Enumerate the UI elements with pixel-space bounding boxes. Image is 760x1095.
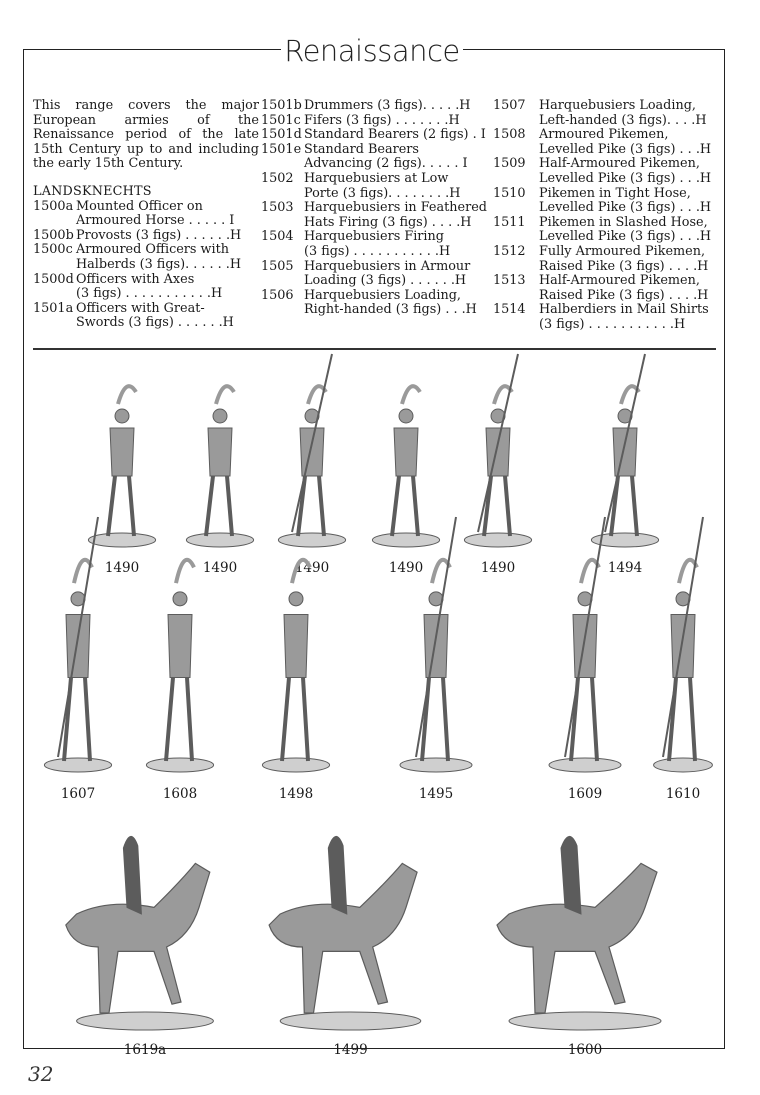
item-description xyxy=(76,243,259,272)
item-code: 1507 xyxy=(493,98,526,113)
section-divider xyxy=(33,348,716,350)
page-title: Renaissance xyxy=(284,34,460,68)
description-line: Right-handed (3 figs) . . .H xyxy=(304,302,477,318)
page-number: 32 xyxy=(28,1062,54,1086)
item-code: 1501d xyxy=(261,127,302,143)
description-line: Provosts (3 figs) . . . . . .H xyxy=(76,227,242,243)
item-code: 1503 xyxy=(261,200,294,216)
catalog-entry xyxy=(261,230,489,259)
description-line: Hats Firing (3 figs) . . . .H xyxy=(304,214,472,230)
section-heading: LANDSKNECHTS xyxy=(33,183,152,199)
entry-list xyxy=(261,99,489,318)
figure-photo xyxy=(356,515,516,777)
figure-caption: 1608 xyxy=(162,786,198,802)
description-line: Levelled Pike (3 figs) . . .H xyxy=(539,229,712,245)
item-description xyxy=(304,128,489,143)
description-line: Fully Armoured Pikemen, xyxy=(539,243,706,259)
figure-photo xyxy=(256,515,336,777)
catalog-entry xyxy=(33,273,259,302)
description-line: Harquebusiers in Feathered xyxy=(304,200,487,216)
description-line: Levelled Pike (3 figs) . . .H xyxy=(539,141,712,157)
item-code: 1500b xyxy=(33,227,74,243)
item-code: 1513 xyxy=(493,273,526,289)
item-code: 1509 xyxy=(493,156,526,172)
description-line: Levelled Pike (3 figs) . . .H xyxy=(539,200,712,216)
description-line: Raised Pike (3 figs) . . . .H xyxy=(539,287,709,303)
catalog-entry xyxy=(493,128,723,157)
catalog-entry xyxy=(261,172,489,201)
item-description xyxy=(539,99,723,128)
catalog-entry xyxy=(261,143,489,172)
description-line: (3 figs) . . . . . . . . . . .H xyxy=(539,316,686,332)
description-line: Mounted Officer on xyxy=(76,198,203,214)
item-code: 1501c xyxy=(261,112,301,128)
catalog-column-1 xyxy=(33,99,259,331)
description-line: Halberds (3 figs). . . . . .H xyxy=(76,256,241,272)
item-description xyxy=(76,273,259,302)
description-line: Drummers (3 figs). . . . .H xyxy=(304,98,471,113)
catalog-entry xyxy=(261,114,489,129)
item-code: 1510 xyxy=(493,185,526,201)
figure-caption: 1610 xyxy=(665,786,701,802)
catalog-entry xyxy=(33,229,259,244)
catalog-column-2 xyxy=(261,99,489,318)
catalog-column-3 xyxy=(493,99,723,333)
item-description xyxy=(304,201,489,230)
description-line: Harquebusiers Firing xyxy=(304,229,444,245)
description-line: Half-Armoured Pikemen, xyxy=(539,273,700,289)
description-line: (3 figs) . . . . . . . . . . .H xyxy=(304,243,451,259)
item-description xyxy=(304,260,489,289)
item-description xyxy=(76,302,259,331)
item-code: 1500c xyxy=(33,242,73,258)
item-description xyxy=(539,157,723,186)
item-description xyxy=(304,230,489,259)
entry-list xyxy=(493,99,723,333)
item-description xyxy=(76,229,259,244)
figure-photo xyxy=(648,515,718,777)
item-description xyxy=(304,172,489,201)
item-description xyxy=(304,99,489,114)
figure-photo xyxy=(530,515,640,777)
description-line: Fifers (3 figs) . . . . . . .H xyxy=(304,112,460,128)
item-description xyxy=(76,200,259,229)
description-line: Armoured Horse . . . . . I xyxy=(76,213,235,229)
item-code: 1501a xyxy=(33,300,74,316)
catalog-entry xyxy=(261,99,489,114)
item-code: 1500a xyxy=(33,198,74,214)
item-code: 1501e xyxy=(261,141,302,157)
catalog-entry xyxy=(261,201,489,230)
figure-photo xyxy=(140,515,220,777)
item-code: 1502 xyxy=(261,170,294,186)
figure-caption: 1619a xyxy=(123,1042,167,1058)
figure-caption: 1609 xyxy=(567,786,603,802)
figure-caption: 1495 xyxy=(418,786,454,802)
description-line: Officers with Great- xyxy=(76,300,205,316)
figure-caption: 1490 xyxy=(104,560,140,576)
item-code: 1505 xyxy=(261,258,294,274)
figure-photo xyxy=(258,815,443,1035)
catalog-entry xyxy=(33,302,259,331)
description-line: Harquebusiers Loading, xyxy=(304,287,461,303)
item-description xyxy=(304,143,489,172)
description-line: Harquebusiers Loading, xyxy=(539,98,696,113)
item-code: 1508 xyxy=(493,127,526,143)
item-code: 1514 xyxy=(493,302,526,318)
description-line: Porte (3 figs). . . . . . . .H xyxy=(304,185,461,201)
description-line: Armoured Officers with xyxy=(76,242,229,258)
item-description xyxy=(539,128,723,157)
catalog-entry xyxy=(493,216,723,245)
figure-caption: 1490 xyxy=(388,560,424,576)
catalog-entry xyxy=(261,260,489,289)
description-line: Advancing (2 figs). . . . . I xyxy=(304,156,468,172)
intro-paragraph: This range covers the major European armies of the Renaissance period of the late 15th Century up to and including the early 15th Century. xyxy=(33,98,259,172)
catalog-entry xyxy=(33,200,259,229)
item-description xyxy=(539,274,723,303)
description-line: Levelled Pike (3 figs) . . .H xyxy=(539,170,712,186)
catalog-entry xyxy=(493,303,723,332)
figure-caption: 1499 xyxy=(333,1042,368,1058)
description-line: Swords (3 figs) . . . . . .H xyxy=(76,315,234,331)
description-line: Loading (3 figs) . . . . . .H xyxy=(304,273,467,289)
figure-caption: 1490 xyxy=(202,560,238,576)
description-line: Harquebusiers at Low xyxy=(304,170,449,186)
description-line: Officers with Axes xyxy=(76,271,195,287)
catalog-entry xyxy=(493,187,723,216)
item-code: 1501b xyxy=(261,98,302,113)
figure-caption: 1607 xyxy=(60,786,96,802)
item-description xyxy=(539,216,723,245)
figure-caption: 1494 xyxy=(607,560,643,576)
item-code: 1506 xyxy=(261,287,294,303)
figure-caption: 1490 xyxy=(480,560,516,576)
description-line: Left-handed (3 figs). . . .H xyxy=(539,112,707,128)
description-line: Pikemen in Tight Hose, xyxy=(539,185,691,201)
figure-caption: 1600 xyxy=(567,1042,603,1058)
item-code: 1500d xyxy=(33,271,74,287)
figure-photo xyxy=(485,815,685,1035)
figure-caption: 1498 xyxy=(278,786,314,802)
catalog-entry xyxy=(261,128,489,143)
catalog-entry xyxy=(493,157,723,186)
catalog-entry xyxy=(493,245,723,274)
item-code: 1511 xyxy=(493,214,526,230)
item-description xyxy=(304,289,489,318)
description-line: (3 figs) . . . . . . . . . . .H xyxy=(76,286,223,302)
item-description xyxy=(539,187,723,216)
item-code: 1512 xyxy=(493,243,526,259)
description-line: Half-Armoured Pikemen, xyxy=(539,156,700,172)
catalog-entry xyxy=(261,289,489,318)
description-line: Harquebusiers in Armour xyxy=(304,258,471,274)
figure-photo xyxy=(38,515,118,777)
description-line: Standard Bearers xyxy=(304,141,419,157)
description-line: Pikemen in Slashed Hose, xyxy=(539,214,708,230)
description-line: Armoured Pikemen, xyxy=(539,127,669,143)
figure-caption: 1490 xyxy=(294,560,330,576)
catalog-entry xyxy=(33,243,259,272)
item-description xyxy=(539,245,723,274)
catalog-entry xyxy=(493,274,723,303)
description-line: Raised Pike (3 figs) . . . .H xyxy=(539,258,709,274)
figure-photo xyxy=(55,815,235,1035)
item-description xyxy=(304,114,489,129)
item-description xyxy=(539,303,723,332)
description-line: Halberdiers in Mail Shirts xyxy=(539,302,709,318)
entry-list xyxy=(33,200,259,331)
item-code: 1504 xyxy=(261,229,294,245)
description-line: Standard Bearers (2 figs) . I xyxy=(304,127,486,143)
catalog-entry xyxy=(493,99,723,128)
